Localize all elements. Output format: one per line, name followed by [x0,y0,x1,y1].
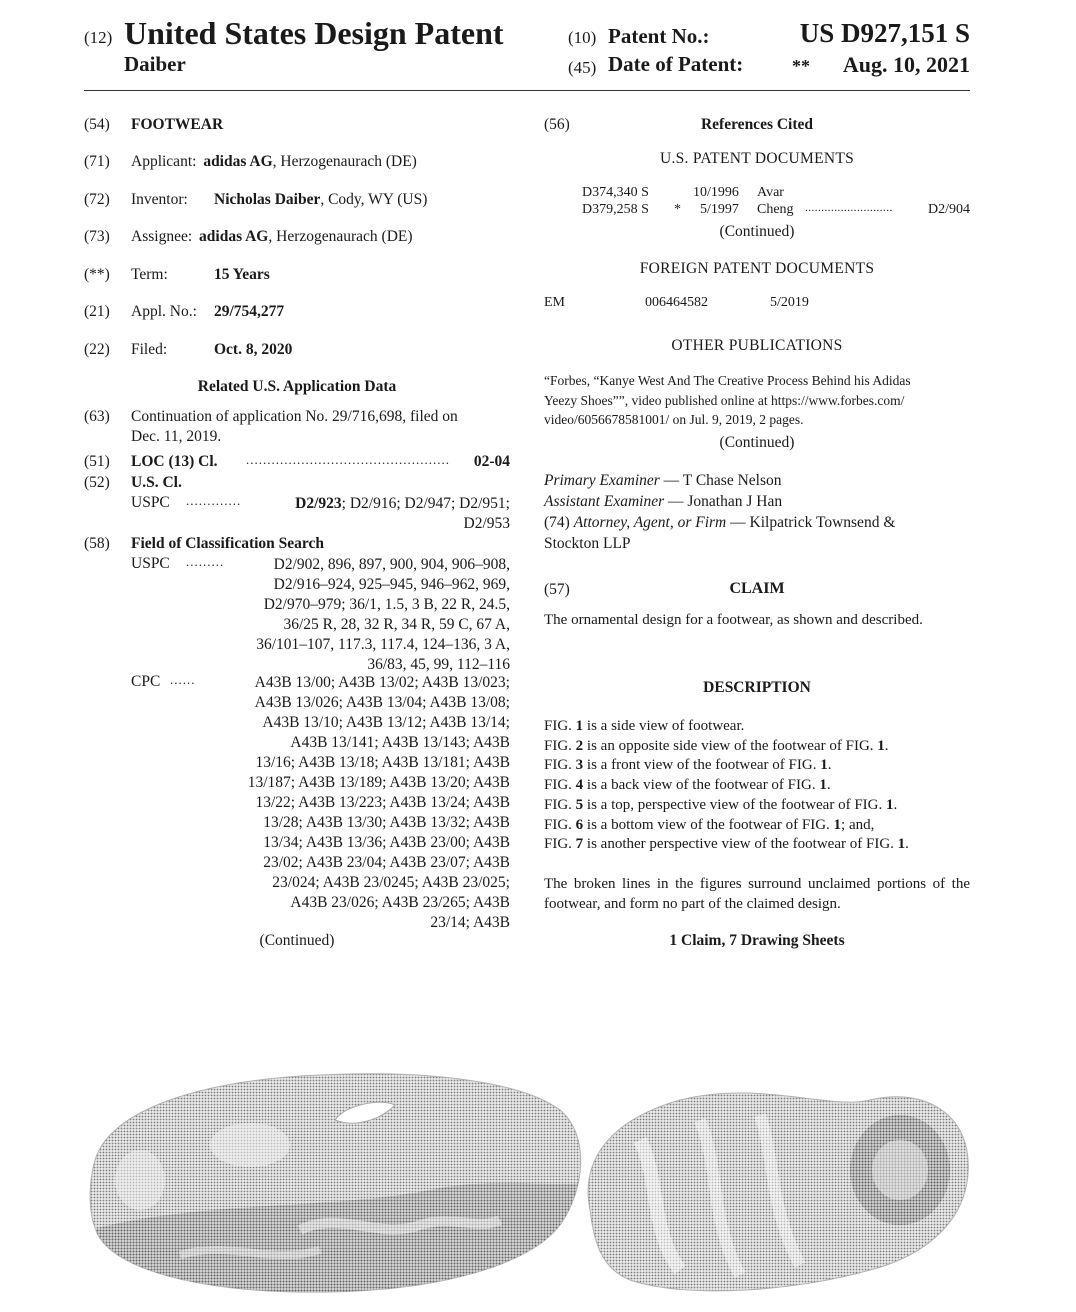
attorney-line-2: Stockton LLP [544,535,631,552]
term-value: 15 Years [214,266,270,283]
loc-value: 02-04 [473,453,510,470]
us-doc-class: D2/904 [928,202,970,217]
other-pub-line: video/6056678581001/ on Jul. 9, 2019, 2 pages. [544,412,804,427]
assignee-location: , Herzogenaurach (DE) [268,228,413,245]
fig-description: FIG. 7 is another perspective view of the footwear of FIG. 1. [544,836,909,853]
cpc-line: 23/02; A43B 23/04; A43B 23/07; A43B [263,854,510,871]
applicant-location: , Herzogenaurach (DE) [272,153,417,170]
continuation-line-2: Dec. 11, 2019. [131,428,222,445]
uscl-classes-line-2: D2/953 [463,515,510,532]
field-search-code: (58) [84,535,110,552]
filed-code: (22) [84,341,110,358]
title-code: (54) [84,116,110,133]
assignee-code: (73) [84,228,110,245]
uscl-label: U.S. Cl. [131,474,182,491]
cpc-line: 13/16; A43B 13/18; A43B 13/181; A43B [255,754,510,771]
inventor-label: Inventor: [131,191,188,208]
us-patent-docs-heading: U.S. PATENT DOCUMENTS [659,150,855,167]
us-doc-number: D374,340 S [582,185,649,200]
appl-code: (21) [84,303,110,320]
field-search-cpc-lines [200,673,510,933]
assistant-examiner-name: — Jonathan J Han [664,493,783,510]
fig-description: FIG. 3 is a front view of the footwear of FIG. 1. [544,757,832,774]
applicant-label: Applicant: [131,153,197,170]
loc-code: (51) [84,453,110,470]
applicant-row [131,153,417,171]
us-doc-date: 5/1997 [700,202,739,217]
appl-label: Appl. No.: [131,303,197,320]
primary-examiner-name: — T Chase Nelson [659,472,782,489]
us-doc-date: 10/1996 [693,185,739,200]
field-search-label: Field of Classification Search [131,535,325,552]
term-code: (**) [84,266,110,283]
field-search-cpc-label: CPC [131,673,161,690]
assignee-name: adidas AG [199,228,269,245]
date-of-patent: Aug. 10, 2021 [842,52,970,77]
applicant-name: adidas AG [203,153,273,170]
attorney-line-1: — Kilpatrick Townsend & [726,514,896,531]
claim-text: The ornamental design for a footwear, as shown and described. [544,612,923,628]
cpc-line: 13/28; A43B 13/30; A43B 13/32; A43B [263,814,510,831]
broken-lines-note: The broken lines in the figures surround unclaimed portions of the footwear, and form no part of the claimed design. [544,876,970,912]
claims-summary: 1 Claim, 7 Drawing Sheets [669,932,845,949]
other-publications-continued: (Continued) [719,434,795,451]
fig-description: FIG. 1 is a side view of footwear. [544,718,745,734]
examiners-block [544,470,970,554]
uscl-main-class: D2/923 [295,495,342,512]
uspc-line: 36/25 R, 28, 32 R, 34 R, 59 C, 67 A, [283,616,510,633]
uscl-classes [250,494,510,534]
cpc-line: 23/024; A43B 23/0245; A43B 23/025; [272,874,510,891]
uspc-line: D2/916–924, 925–945, 946–962, 969, [273,576,510,593]
attorney-label: Attorney, Agent, or Firm [573,514,727,531]
inventor-row [214,191,427,209]
us-doc-name: Cheng [757,202,794,217]
uscl-dots: ............. [186,493,242,508]
left-continued: (Continued) [259,932,335,949]
footwear-drawing-previews [0,1040,1076,1312]
term-label: Term: [131,266,168,283]
cpc-line: A43B 13/10; A43B 13/12; A43B 13/14; [262,714,510,731]
foreign-number: 006464582 [645,295,708,310]
inventor-location: , Cody, WY (US) [320,191,428,208]
loc-dots: ................................................ [246,452,450,467]
appl-number: 29/754,277 [214,303,285,320]
uscl-uspc-label: USPC [131,494,170,511]
bottom-view-figure [588,1093,968,1291]
cpc-line: A43B 13/026; A43B 13/04; A43B 13/08; [254,694,510,711]
uspc-line: D2/902, 896, 897, 900, 904, 906–908, [273,556,510,573]
loc-label: LOC (13) Cl. [131,453,218,470]
filed-label: Filed: [131,341,168,358]
uscl-classes-line-1: ; D2/916; D2/947; D2/951; [341,495,510,512]
cpc-line: A43B 13/00; A43B 13/02; A43B 13/023; [254,674,510,691]
header-code-45: (45) [568,58,597,77]
cpc-line: 13/34; A43B 13/36; A43B 23/00; A43B [263,834,510,851]
cpc-line: 23/14; A43B [430,914,510,931]
side-view-figure [90,1074,600,1300]
assistant-examiner-row [544,491,970,512]
attorney-code: (74) [544,514,570,531]
continuation-text [131,407,510,447]
cpc-line: A43B 23/026; A43B 23/265; A43B [290,894,510,911]
other-pub-line: “Forbes, “Kanye West And The Creative Process Behind his Adidas [544,373,911,388]
uscl-code: (52) [84,474,110,491]
foreign-country: EM [544,295,565,310]
inventor-surname: Daiber [124,52,186,76]
assignee-row [131,228,413,246]
cpc-line: 13/22; A43B 13/223; A43B 13/24; A43B [255,794,510,811]
header-code-12: (12) [84,28,113,47]
us-doc-dots: ........................... [805,202,893,214]
us-doc-number: D379,258 S [582,202,649,217]
uspc-line: 36/83, 45, 99, 112–116 [367,656,510,673]
primary-examiner-row [544,470,970,491]
fig-description: FIG. 2 is an opposite side view of the footwear of FIG. 1. [544,737,889,754]
assistant-examiner-label: Assistant Examiner [544,493,665,510]
other-pub-line: Yeezy Shoes””, video published online at https://www.forbes.com/ [544,392,905,408]
field-search-cpc-dots: ...... [170,672,196,687]
fig-description: FIG. 5 is a top, perspective view of the footwear of FIG. 1. [544,796,898,813]
continuation-code: (63) [84,408,110,425]
foreign-docs-heading: FOREIGN PATENT DOCUMENTS [639,260,875,277]
header-code-10: (10) [568,28,597,47]
claim-code: (57) [544,581,570,598]
filed-date: Oct. 8, 2020 [214,341,293,358]
patent-header [84,10,970,90]
patent-number-label: Patent No.: [608,24,710,48]
date-of-patent-label: Date of Patent: [608,52,744,76]
header-divider [84,90,970,91]
field-search-uspc-label: USPC [131,555,170,572]
us-doc-name: Avar [757,185,784,200]
patent-number: US D927,151 S [799,18,970,48]
attorney-row [544,512,970,533]
applicant-code: (71) [84,153,110,170]
cpc-line: 13/187; A43B 13/189; A43B 13/20; A43B [247,774,510,791]
claim-heading: CLAIM [729,580,785,597]
inventor-code: (72) [84,191,110,208]
inventor-name: Nicholas Daiber [214,191,321,208]
primary-examiner-label: Primary Examiner [544,472,660,489]
field-search-uspc-dots: ......... [186,554,225,569]
fig-description: FIG. 4 is a back view of the footwear of FIG. 1. [544,777,831,794]
references-heading: References Cited [700,116,814,133]
description-lines [544,717,974,855]
foreign-date: 5/2019 [770,295,809,310]
patent-title: FOOTWEAR [131,116,224,133]
fig-description: FIG. 6 is a bottom view of the footwear of FIG. 1; and, [544,816,875,833]
assignee-label: Assignee: [131,228,193,245]
field-search-uspc-lines [200,555,510,675]
other-publications-text [544,371,970,430]
uspc-line: 36/101–107, 117.3, 117.4, 124–136, 3 A, [256,636,510,653]
related-data-heading: Related U.S. Application Data [197,378,397,395]
references-code: (56) [544,116,570,133]
cpc-line: A43B 13/141; A43B 13/143; A43B [290,734,510,751]
other-publications-heading: OTHER PUBLICATIONS [671,337,843,354]
document-type: United States Design Patent [124,15,504,51]
description-heading: DESCRIPTION [703,679,811,696]
continuation-line-1: Continuation of application No. 29/716,698, filed on [131,408,458,425]
uspc-line: D2/970–979; 36/1, 1.5, 3 B, 22 R, 24.5, [263,596,510,613]
us-doc-star: * [674,202,681,217]
us-docs-continued: (Continued) [719,223,795,240]
date-marker: ** [792,56,810,76]
